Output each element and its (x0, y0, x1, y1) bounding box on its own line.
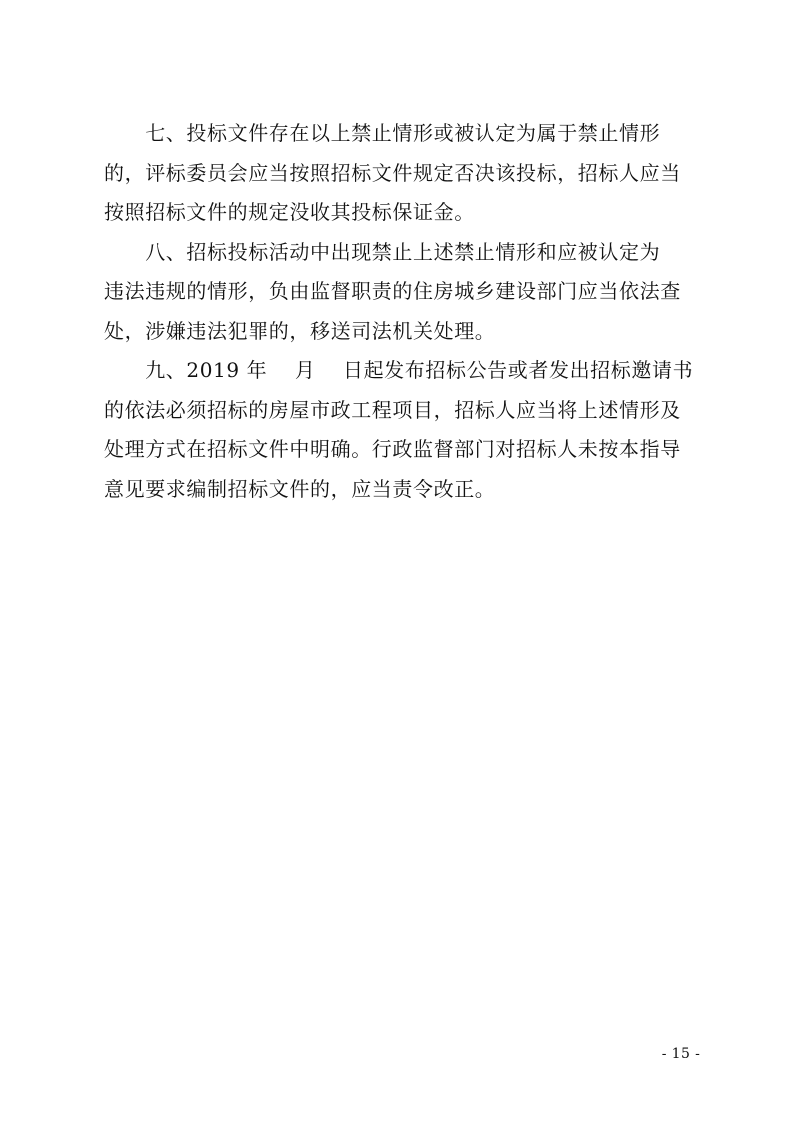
text-line: 意见要求编制招标文件的，应当责令改正。 (104, 476, 496, 501)
text-line: 处理方式在招标文件中明确。行政监督部门对招标人未按本指导 (104, 437, 681, 461)
text-line: 九、2019 年 月 日起发布招标公告或者发出招标邀请书 (104, 358, 694, 382)
paragraph-9 (104, 351, 696, 509)
text-line: 七、投标文件存在以上禁止情形或被认定为属于禁止情形 (104, 121, 661, 145)
text-line: 处，涉嫌违法犯罪的，移送司法机关处理。 (104, 318, 496, 343)
text-line: 八、招标投标活动中出现禁止上述禁止情形和应被认定为 (104, 239, 661, 264)
text-line: 违法违规的情形，负由监督职责的住房城乡建设部门应当依法查 (104, 279, 681, 303)
document-body (104, 114, 696, 509)
text-line: 的依法必须招标的房屋市政工程项目，招标人应当将上述情形及 (104, 397, 681, 422)
text-line: 按照招标文件的规定没收其投标保证金。 (104, 200, 475, 224)
paragraph-7 (104, 114, 696, 233)
paragraph-8 (104, 233, 696, 352)
page-number: - 15 - (661, 1046, 701, 1062)
text-line: 的，评标委员会应当按照招标文件规定否决该投标，招标人应当 (104, 160, 681, 185)
